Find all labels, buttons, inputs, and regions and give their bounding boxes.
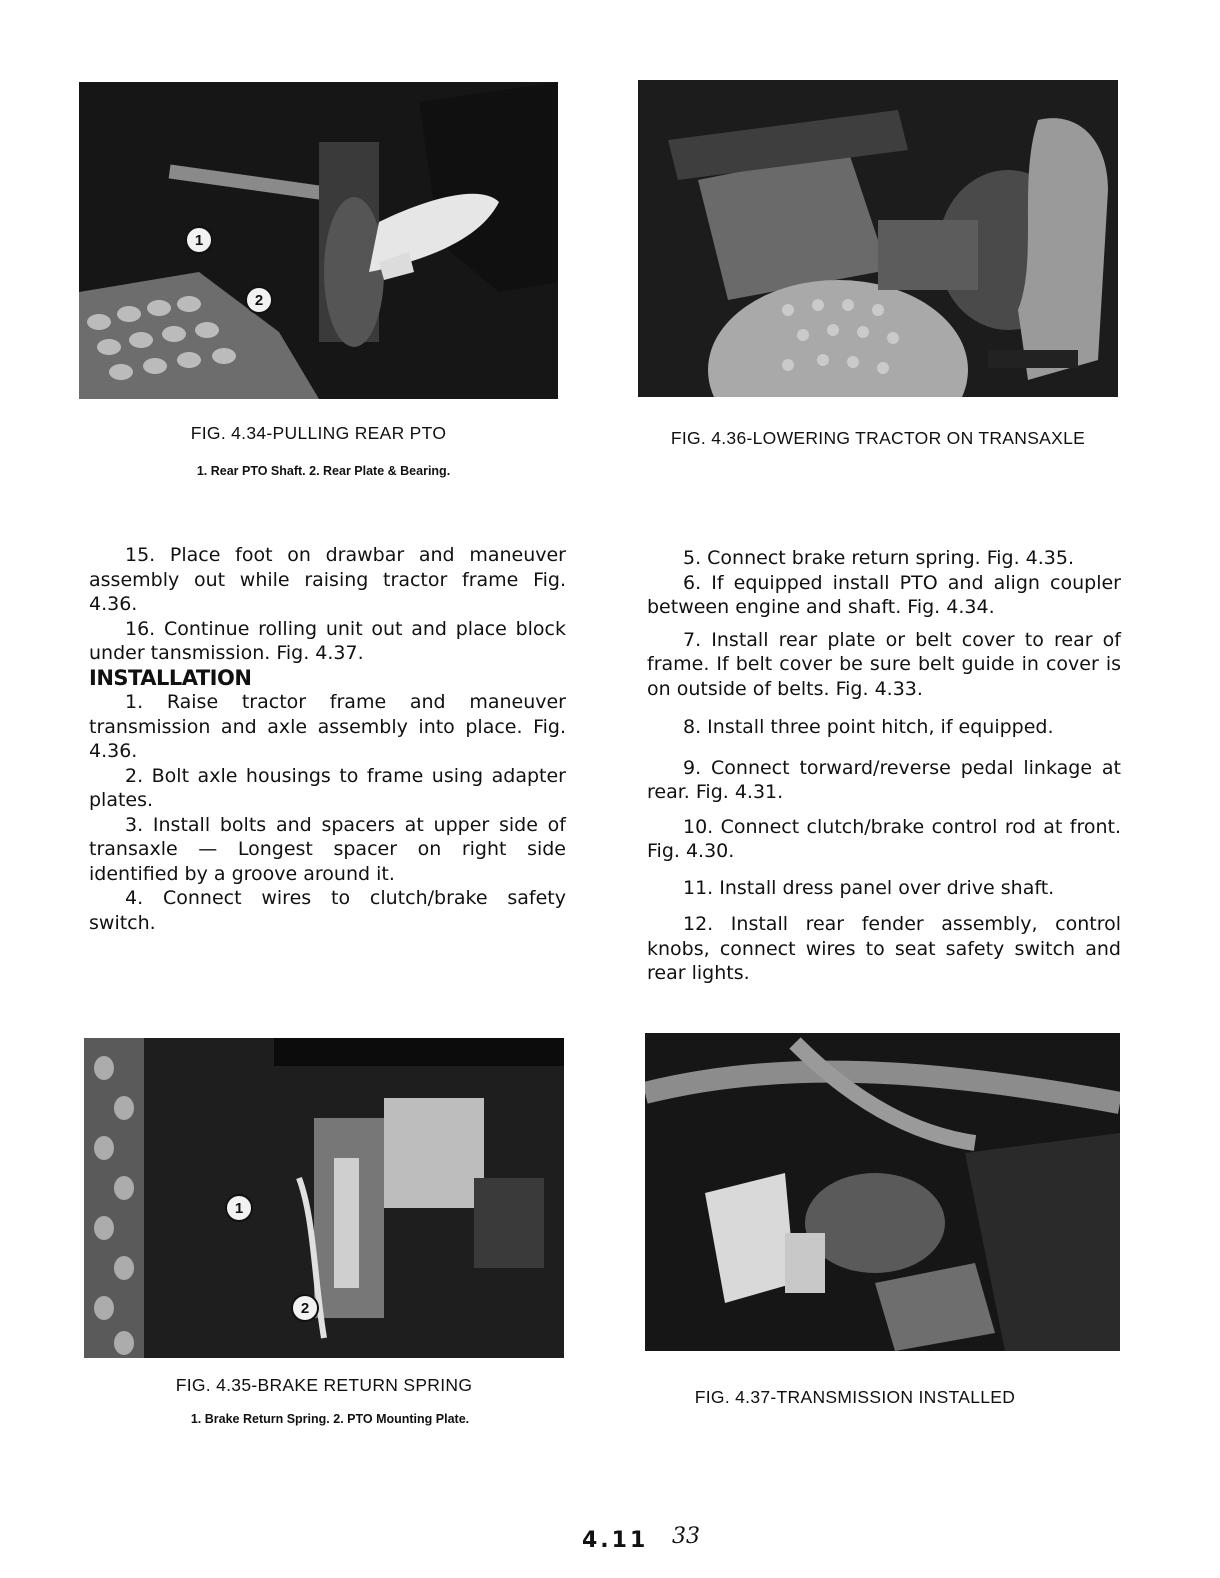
installation-step-4: 4. Connect wires to clutch/brake safety switch. — [89, 887, 566, 934]
fig-4-34-legend: 1. Rear PTO Shaft. 2. Rear Plate & Bearing. — [196, 464, 451, 478]
fig-4-34-callout-1: 1 — [185, 226, 213, 254]
installation-step-12: 12. Install rear fender assembly, control knobs, connect wires to seat safety switch and rear lights. — [647, 913, 1121, 984]
fig-4-34-callout-2: 2 — [245, 286, 273, 314]
installation-step-3: 3. Install bolts and spacers at upper side of transaxle — Longest spacer on right side identified by a groove around it. — [89, 813, 566, 885]
handwritten-page-number: 33 — [672, 1524, 700, 1549]
fig-4-35-callout-1: 1 — [225, 1194, 253, 1222]
fig-4-36-caption: FIG. 4.36-LOWERING TRACTOR ON TRANSAXLE — [670, 428, 1086, 448]
installation-step-2: 2. Bolt axle housings to frame using adapter plates. — [89, 764, 566, 811]
installation-step-10: 10. Connect clutch/brake control rod at front. Fig. 4.30. — [647, 815, 1121, 862]
removal-step-16: 16. Continue rolling unit out and place block under tansmission. Fig. 4.37. — [89, 617, 566, 664]
installation-step-9: 9. Connect torward/reverse pedal linkage at rear. Fig. 4.31. — [647, 756, 1121, 803]
installation-step-5: 5. Connect brake return spring. Fig. 4.35. — [683, 547, 1075, 569]
fig-4-35-callout-2: 2 — [291, 1294, 319, 1322]
installation-step-11: 11. Install dress panel over drive shaft. — [683, 876, 1055, 899]
installation-step-8: 8. Install three point hitch, if equipped. — [683, 716, 1054, 738]
fig-4-34-photo — [79, 82, 558, 399]
left-text-column — [89, 543, 566, 935]
fig-4-36-photo — [638, 80, 1118, 397]
installation-step-1: 1. Raise tractor frame and maneuver transmission and axle assembly into place. Fig. 4.36. — [89, 691, 566, 762]
installation-heading: INSTALLATION — [89, 665, 252, 690]
fig-4-37-caption: FIG. 4.37-TRANSMISSION INSTALLED — [694, 1387, 1016, 1407]
fig-4-35-caption: FIG. 4.35-BRAKE RETURN SPRING — [175, 1375, 473, 1395]
installation-step-6: 6. If equipped install PTO and align coupler between engine and shaft. Fig. 4.34. — [647, 571, 1121, 618]
removal-step-15: 15. Place foot on drawbar and maneuver assembly out while raising tractor frame Fig. 4.36. — [89, 544, 566, 615]
installation-step-7: 7. Install rear plate or belt cover to rear of frame. If belt cover be sure belt guide in cover is on outside of belts. Fig. 4.33. — [647, 628, 1121, 700]
page-number: 4.11 — [582, 1528, 649, 1553]
right-text-column — [647, 546, 1121, 986]
fig-4-37-photo — [645, 1033, 1120, 1351]
fig-4-34-caption: FIG. 4.34-PULLING REAR PTO — [190, 423, 447, 443]
fig-4-35-photo — [84, 1038, 564, 1358]
fig-4-35-legend: 1. Brake Return Spring. 2. PTO Mounting Plate. — [190, 1412, 470, 1426]
